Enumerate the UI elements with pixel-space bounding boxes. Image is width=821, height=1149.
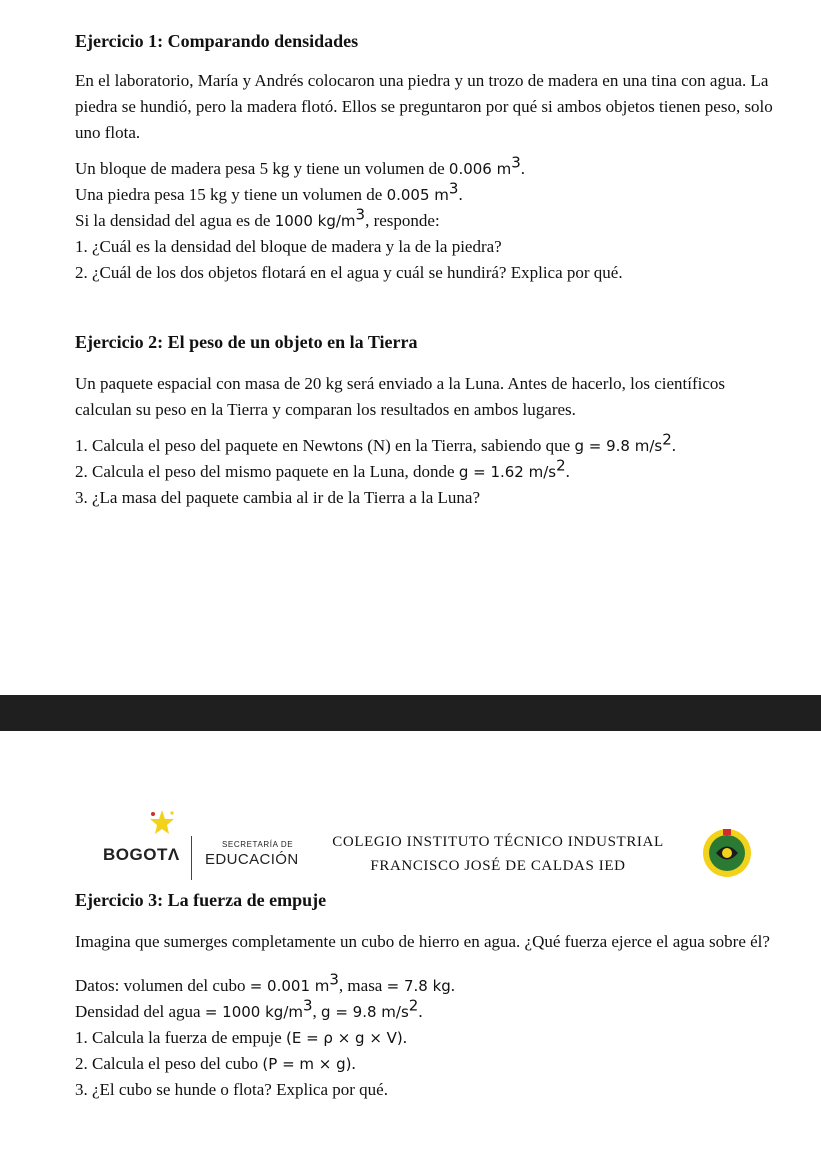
exercise-1-intro: En el laboratorio, María y Andrés colocaron una piedra y un trozo de madera en una tina con agua. La piedra se hundió, pero la madera flotó. Ellos se preguntaron por qué si ambos objetos tienen peso, solo uno flota. bbox=[75, 71, 773, 142]
secretaria-label: SECRETARÍA DE bbox=[222, 840, 294, 849]
school-name-line-1: COLEGIO INSTITUTO TÉCNICO INDUSTRIAL bbox=[332, 834, 664, 850]
exercise-2-question-3: 3. ¿La masa del paquete cambia al ir de la Tierra a la Luna? bbox=[75, 488, 480, 507]
exercise-1-data-water: Si la densidad del agua es de 1000 $kg/m^3$, responde: bbox=[75, 205, 440, 230]
bogota-logo-text: BOGOTΛ bbox=[103, 845, 180, 864]
exercise-3-question-1: 1. Calcula la fuerza de empuje (E = ρ × g × V). bbox=[75, 1028, 408, 1047]
exercise-1-data-wood: Un bloque de madera pesa 5 kg y tiene un volumen de 0.006 $m^3$. bbox=[75, 153, 526, 178]
school-name-line-2: FRANCISCO JOSÉ DE CALDAS IED bbox=[370, 858, 626, 874]
school-header bbox=[0, 800, 821, 890]
school-shield-icon bbox=[702, 826, 752, 880]
exercise-2-title: Ejercicio 2: El peso de un objeto en la Tierra bbox=[75, 332, 418, 352]
exercise-2-question-1: 1. Calcula el peso del paquete en Newtons (N) en la Tierra, sabiendo que g = 9.8 $m/s^2$. bbox=[75, 430, 676, 455]
exercise-3 bbox=[75, 889, 785, 1103]
bogota-star-logo-icon bbox=[147, 808, 177, 842]
exercise-3-data-water: Densidad del agua = 1000 $kg/m^3$, g = 9.8 $m/s^2$. bbox=[75, 996, 423, 1021]
exercise-3-intro: Imagina que sumerges completamente un cubo de hierro en agua. ¿Qué fuerza ejerce el agua sobre él? bbox=[75, 932, 770, 951]
exercise-3-question-3: 3. ¿El cubo se hunde o flota? Explica por qué. bbox=[75, 1080, 388, 1099]
exercise-2-intro: Un paquete espacial con masa de 20 kg será enviado a la Luna. Antes de hacerlo, los científicos calculan su peso en la Tierra y comparan los resultados en ambos lugares. bbox=[75, 374, 726, 419]
logo-divider bbox=[191, 836, 192, 880]
exercise-1-question-1: 1. ¿Cuál es la densidad del bloque de madera y la de la piedra? bbox=[75, 237, 502, 256]
exercise-1-title: Ejercicio 1: Comparando densidades bbox=[75, 31, 359, 51]
exercise-1 bbox=[75, 30, 785, 286]
page-divider-band bbox=[0, 695, 821, 731]
exercise-3-question-2: 2. Calcula el peso del cubo (P = m × g). bbox=[75, 1054, 356, 1073]
exercise-1-question-2: 2. ¿Cuál de los dos objetos flotará en el agua y cuál se hundirá? Explica por qué. bbox=[75, 263, 623, 282]
exercise-3-title: Ejercicio 3: La fuerza de empuje bbox=[75, 890, 327, 910]
exercise-2 bbox=[75, 331, 785, 511]
exercise-1-data-stone: Una piedra pesa 15 kg y tiene un volumen de 0.005 $m^3$. bbox=[75, 179, 463, 204]
exercise-2-question-2: 2. Calcula el peso del mismo paquete en la Luna, donde g = 1.62 $m/s^2$. bbox=[75, 456, 570, 481]
educacion-label: EDUCACIÓN bbox=[205, 851, 299, 868]
exercise-3-data-cube: Datos: volumen del cubo = 0.001 $m^3$, masa = 7.8 kg. bbox=[75, 970, 456, 995]
